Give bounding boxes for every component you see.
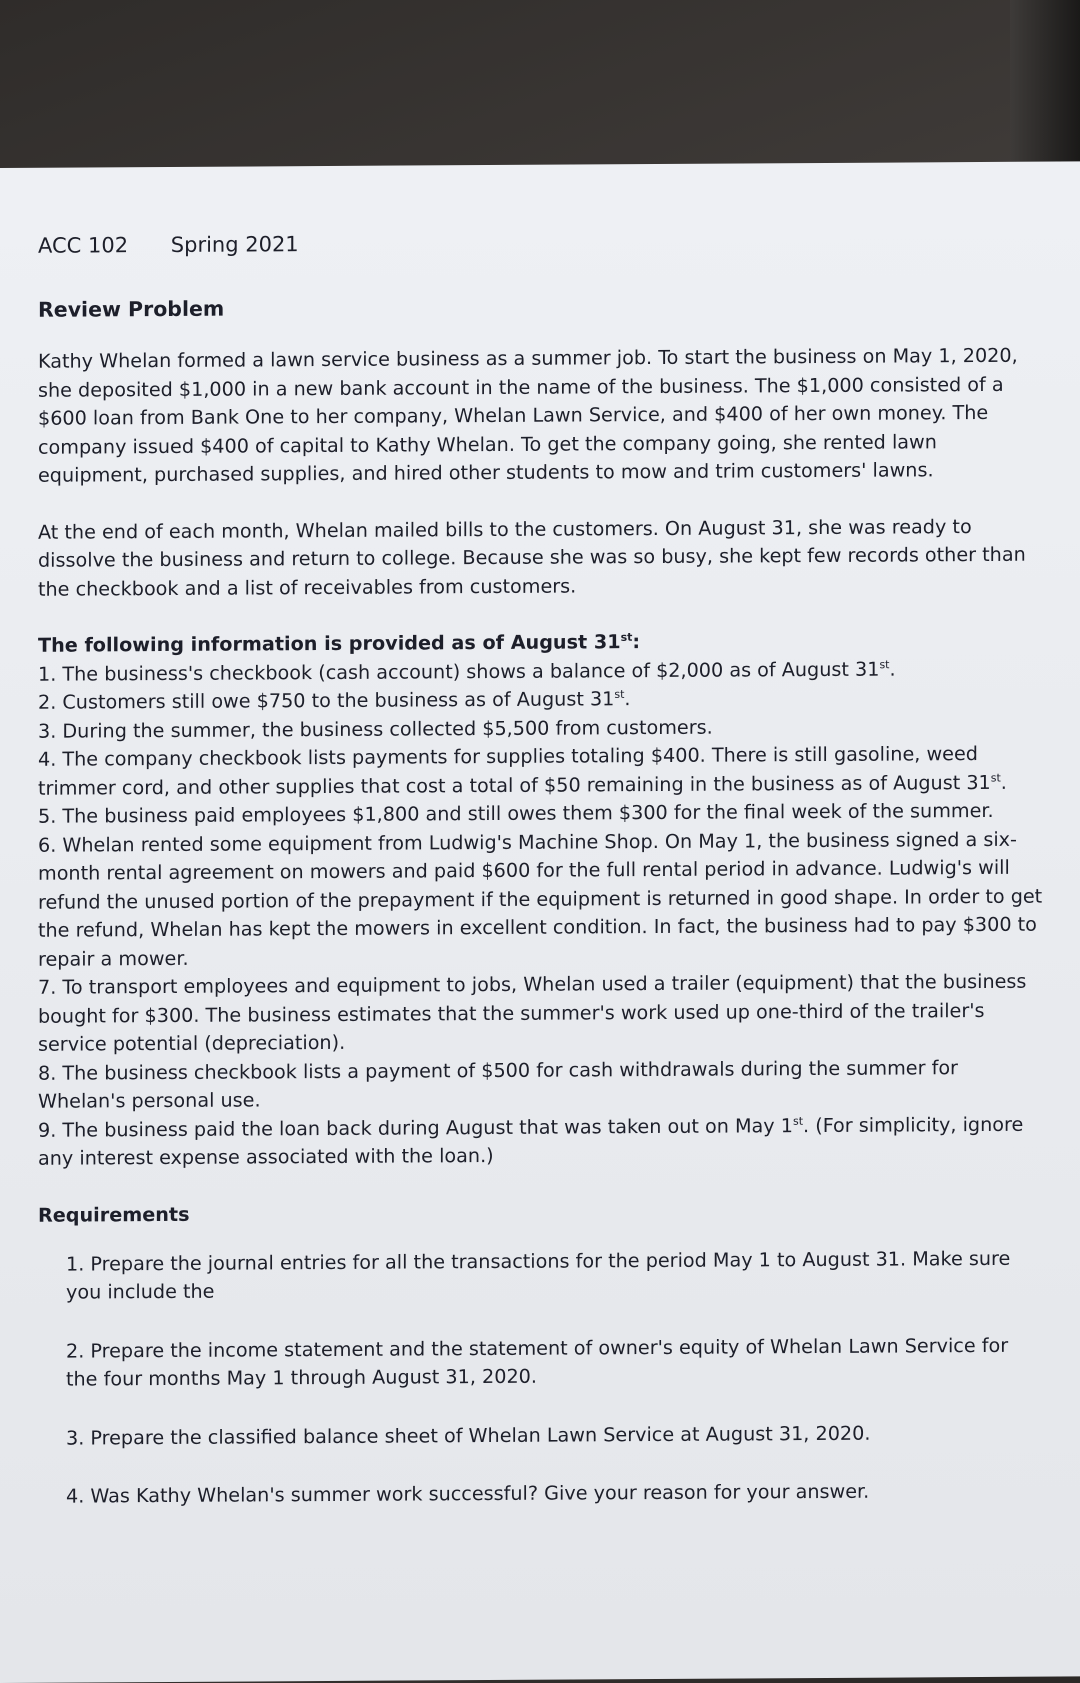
requirement-item: 2. Prepare the income statement and the statement of owner's equity of Whelan Lawn Service for the four months May 1 through August 31, 2020. [66, 1333, 1009, 1391]
paper-sheet [0, 161, 1080, 1683]
requirement-item: 3. Prepare the classified balance sheet of Whelan Lawn Service at August 31, 2020. [66, 1421, 871, 1450]
information-item: 1. The business's checkbook (cash account) shows a balance of $2,000 as of August 31st. [38, 657, 896, 686]
context-paragraph: At the end of each month, Whelan mailed bills to the customers. On August 31, she was ready to dissolve the business and return to college. Because she was so busy, she kept few records other than the checkbook and a list of receivables from customers. [38, 514, 1026, 601]
information-item: 2. Customers still owe $750 to the business as of August 31st. [38, 687, 631, 714]
information-list [38, 626, 1048, 1174]
document-title: Review Problem [38, 296, 225, 322]
requirement-item: 1. Prepare the journal entries for all the transactions for the period May 1 to August 31. Make sure you include the [66, 1246, 1011, 1304]
information-item: 8. The business checkbook lists a payment of $500 for cash withdrawals during the summer for Whelan's personal use. [38, 1055, 958, 1113]
information-item: 6. Whelan rented some equipment from Ludwig's Machine Shop. On May 1, the business signed a six-month rental agreement on mowers and paid $600 for the full rental period in advance. Ludwig's will refund the unused portion of the prepayment if the equipment is returned in good shape. In order to get the refund, Whelan has kept the mowers in excellent condition. In fact, the business had to pay $300 to repair a mower. [38, 827, 1043, 971]
intro-paragraph: Kathy Whelan formed a lawn service business as a summer job. To start the business on May 1, 2020, she deposited $1,000 in a new bank account in the name of the business. The $1,000 consisted of a $600 loan from Bank One to her company, Whelan Lawn Service, and $400 of her own money. The company issued $400 of capital to Kathy Whelan. To get the company going, she rented lawn equipment, purchased supplies, and hired other students to mow and trim customers' lawns. [38, 343, 1018, 487]
photo-backdrop-corner [1010, 0, 1080, 175]
course-header [38, 228, 1048, 258]
requirements-heading: Requirements [38, 1202, 190, 1227]
course-term: Spring 2021 [170, 232, 299, 257]
information-item: 3. During the summer, the business collected $5,500 from customers. [38, 715, 713, 743]
information-item: 7. To transport employees and equipment to jobs, Whelan used a trailer (equipment) that the business bought for $300. The business estimates that the summer's work used up one-third of the trailer's service potential (depreciation). [38, 969, 1027, 1056]
document-content [38, 228, 1048, 1542]
information-heading: The following information is provided as of August 31st: [38, 630, 641, 657]
information-item: 4. The company checkbook lists payments for supplies totaling $400. There is still gasoline, weed trimmer cord, and other supplies that cost a total of $50 remaining in the business as of August 31st. [38, 742, 1007, 800]
information-item: 5. The business paid employees $1,800 and still owes them $300 for the final week of the summer. [38, 798, 994, 828]
course-code: ACC 102 [38, 233, 129, 258]
information-item: 9. The business paid the loan back during August that was taken out on May 1st. (For simplicity, ignore any interest expense associated with the loan.) [38, 1112, 1024, 1170]
requirement-item: 4. Was Kathy Whelan's summer work successful? Give your reason for your answer. [66, 1479, 870, 1508]
